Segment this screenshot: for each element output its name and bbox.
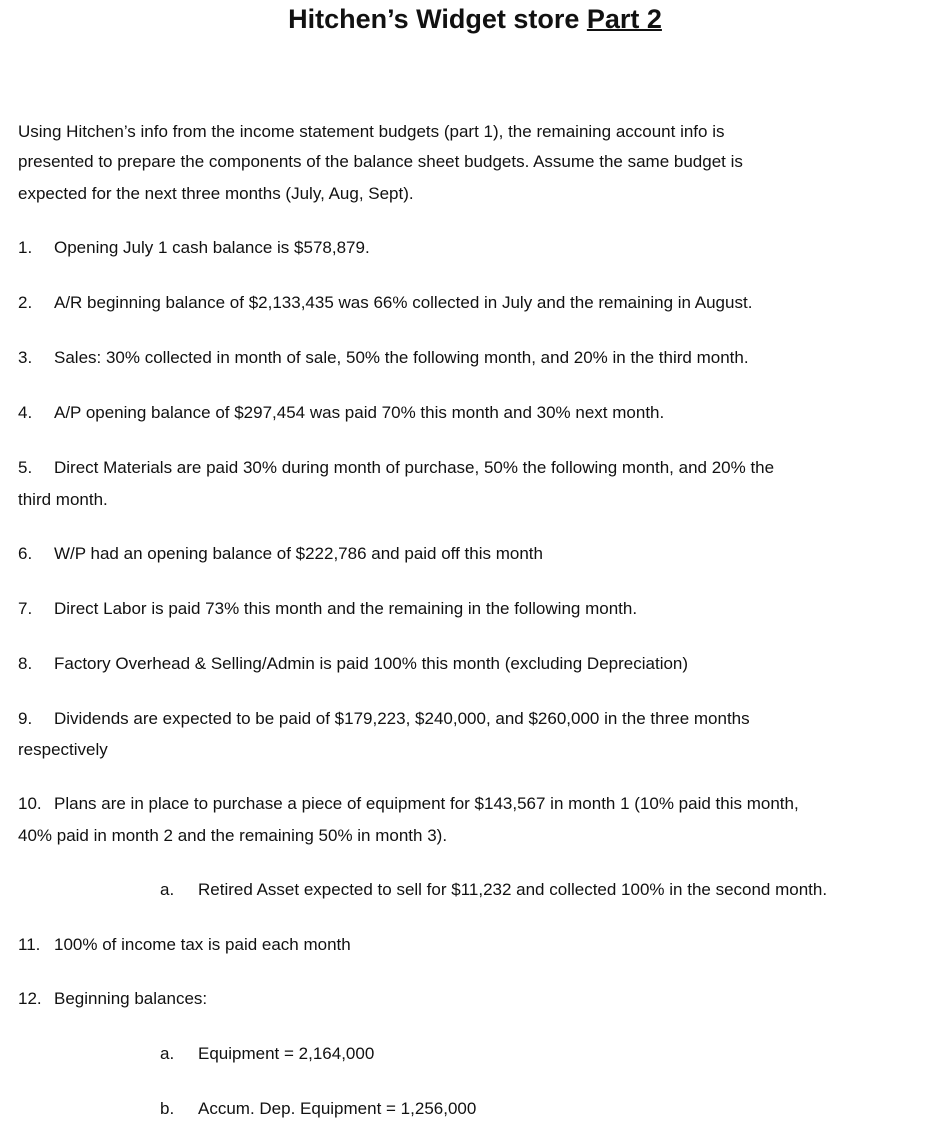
- list-item: 10. Plans are in place to purchase a piece of equipment for $143,567 in month 1 (10% paid this month,: [18, 794, 799, 813]
- list-item-continued: third month.: [18, 490, 108, 509]
- sub-list-item: a. Retired Asset expected to sell for $11,232 and collected 100% in the second month.: [160, 880, 828, 899]
- list-item: 2. A/R beginning balance of $2,133,435 was 66% collected in July and the remaining in August.: [18, 293, 753, 312]
- list-item: 6. W/P had an opening balance of $222,786 and paid off this month: [18, 544, 543, 563]
- intro-line: Using Hitchen’s info from the income statement budgets (part 1), the remaining account info is: [18, 122, 725, 141]
- list-item: 4. A/P opening balance of $297,454 was paid 70% this month and 30% next month.: [18, 403, 665, 422]
- intro-line: expected for the next three months (July, Aug, Sept).: [18, 184, 414, 203]
- page-title: Hitchen’s Widget store Part 2: [288, 4, 662, 34]
- sub-list-item: b. Accum. Dep. Equipment = 1,256,000: [160, 1099, 477, 1118]
- title-part: Part 2: [586, 4, 662, 34]
- list-item: 7. Direct Labor is paid 73% this month and the remaining in the following month.: [18, 599, 638, 618]
- list-item: 1. Opening July 1 cash balance is $578,879.: [18, 238, 370, 257]
- sub-list-item: a. Equipment = 2,164,000: [160, 1044, 375, 1063]
- list-item: 5. Direct Materials are paid 30% during month of purchase, 50% the following month, and 20% the: [18, 458, 775, 477]
- list-item-continued: 40% paid in month 2 and the remaining 50% in month 3).: [18, 826, 448, 845]
- list-item: 11. 100% of income tax is paid each month: [18, 935, 351, 954]
- intro-line: presented to prepare the components of the balance sheet budgets. Assume the same budget is: [18, 152, 743, 171]
- list-item: 8. Factory Overhead & Selling/Admin is paid 100% this month (excluding Depreciation): [18, 654, 689, 673]
- list-item: 9. Dividends are expected to be paid of $179,223, $240,000, and $260,000 in the three months: [18, 709, 750, 728]
- list-item-continued: respectively: [18, 740, 108, 759]
- list-item: 3. Sales: 30% collected in month of sale, 50% the following month, and 20% in the third month.: [18, 348, 749, 367]
- list-item: 12. Beginning balances:: [18, 989, 208, 1008]
